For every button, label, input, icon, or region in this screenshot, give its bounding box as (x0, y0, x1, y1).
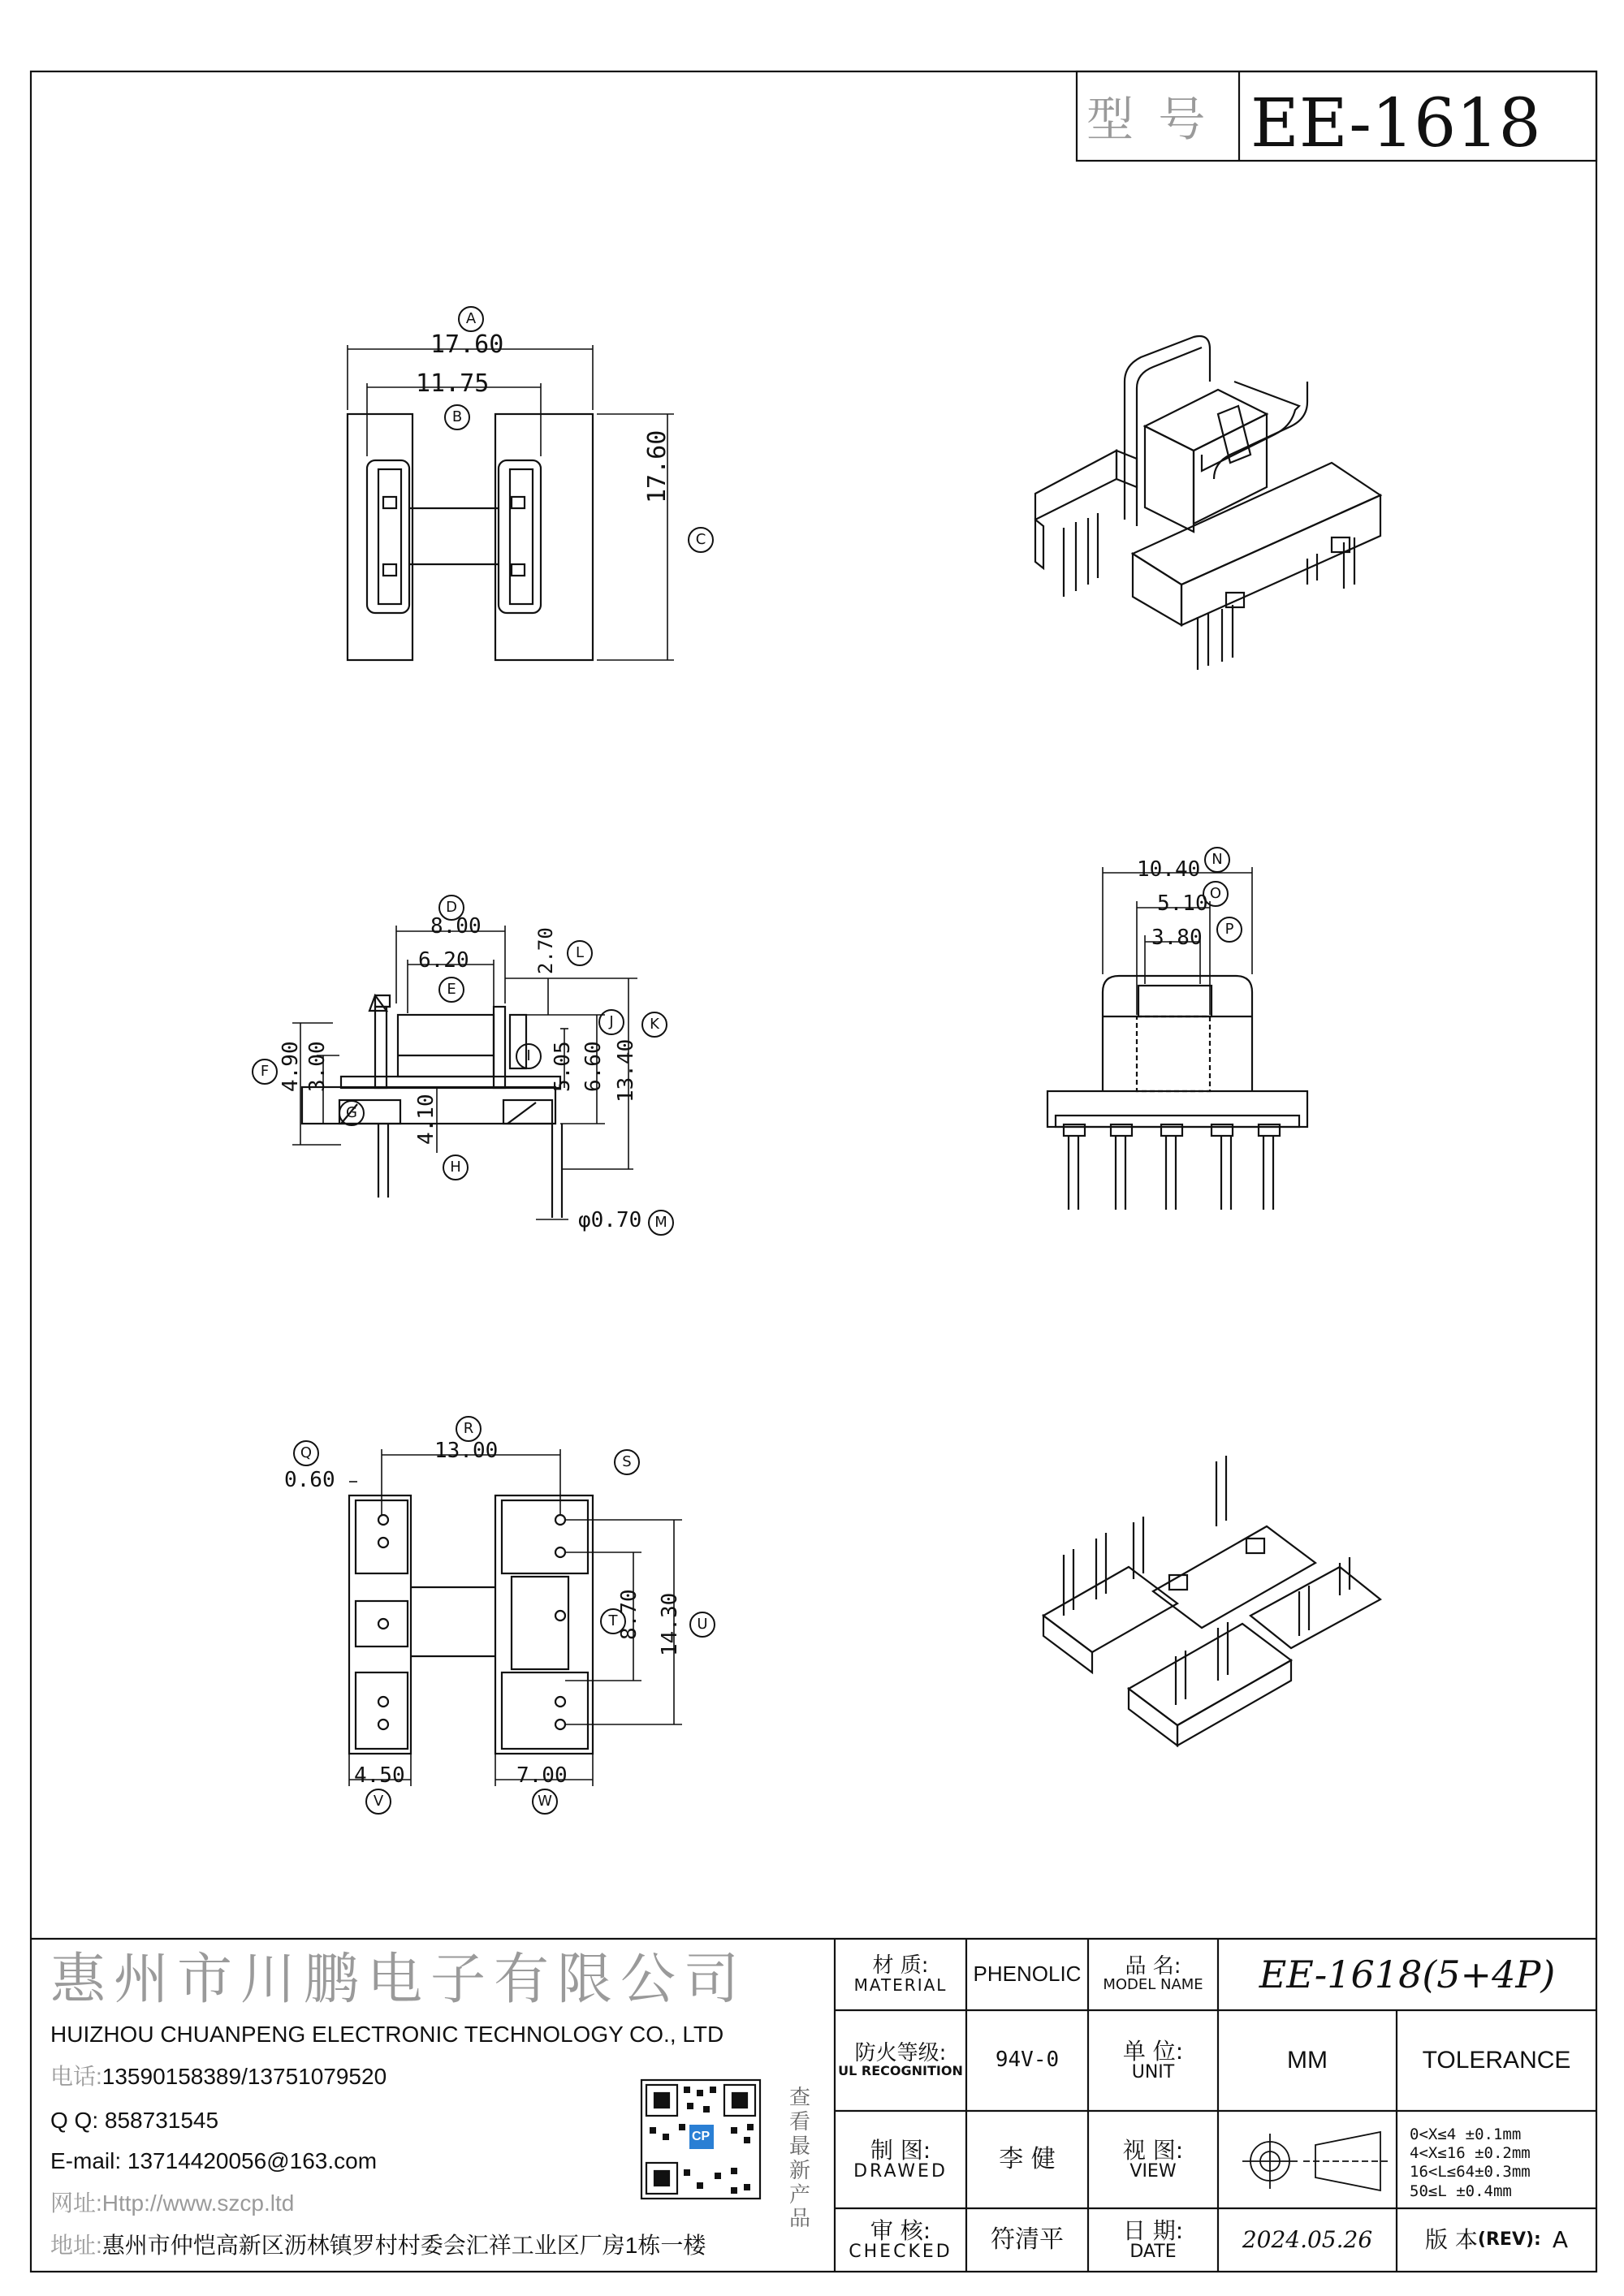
dimension-marker-u: U (689, 1612, 715, 1638)
dim-p: 3.80 (1151, 926, 1203, 950)
dim-i: 5.05 (551, 1041, 575, 1092)
dimension-marker-k: K (641, 1012, 667, 1038)
dim-j: 6.60 (581, 1041, 606, 1092)
unit-label-en: UNIT (1131, 2062, 1175, 2083)
dimension-marker-o: O (1203, 881, 1229, 907)
material-label-cn: 材 质: (872, 1953, 929, 1978)
drawn-label-cn: 制 图: (870, 2136, 931, 2164)
material-label-en: MATERIAL (853, 1975, 948, 1996)
dim-f: 4.90 (279, 1041, 303, 1092)
checked-label-cell (835, 2208, 966, 2272)
drawn-label-cell (835, 2111, 966, 2208)
dimension-marker-p: P (1216, 917, 1242, 943)
web-value: Http://www.szcp.ltd (102, 2190, 295, 2216)
dim-v: 4.50 (354, 1763, 405, 1788)
model-name-label-cell (1088, 1939, 1218, 2010)
dimension-marker-i: I (516, 1043, 542, 1069)
dim-g: 3.00 (305, 1041, 330, 1092)
address-value: 惠州市仲恺高新区沥林镇罗村村委会汇祥工业区厂房1栋一楼 (102, 2233, 706, 2258)
view-symbol (1242, 2132, 1390, 2190)
unit-label-cn: 单 位: (1122, 2037, 1184, 2065)
rev-value: A (1552, 2226, 1568, 2254)
tolerance-row: 50≤L ±0.4mm (1410, 2182, 1512, 2200)
dim-e: 6.20 (418, 948, 469, 973)
dim-n: 10.40 (1137, 857, 1201, 882)
dim-m: φ0.70 (578, 1208, 642, 1232)
dimension-marker-b: B (444, 404, 470, 430)
dimension-marker-q: Q (293, 1440, 319, 1466)
model-value: EE-1618 (1250, 85, 1541, 162)
dim-r: 13.00 (434, 1439, 499, 1463)
view-label-cell (1088, 2111, 1218, 2208)
view-label-en: VIEW (1129, 2161, 1177, 2182)
rev-label: 版 本 (1425, 2226, 1478, 2254)
qq-value: 858731545 (104, 2108, 219, 2133)
dim-l: 2.70 (534, 927, 557, 974)
dimension-marker-s: S (614, 1449, 640, 1475)
dim-c: 17.60 (643, 429, 672, 503)
dimension-marker-m: M (648, 1210, 674, 1236)
dim-u: 14.30 (658, 1592, 682, 1656)
dim-b: 11.75 (416, 369, 490, 398)
rating-value: 94V-0 (995, 2048, 1060, 2073)
dimension-marker-e: E (438, 977, 464, 1003)
date-value: 2024.05.26 (1242, 2226, 1373, 2254)
dim-d: 8.00 (430, 914, 482, 939)
dimension-marker-v: V (365, 1789, 391, 1815)
model-name-value: EE-1618(5+4P) (1259, 1952, 1556, 1996)
phone-value: 13590158389/13751079520 (102, 2064, 387, 2089)
address-label: 地址: (50, 2233, 102, 2258)
email-label: E-mail: (50, 2148, 122, 2173)
dimension-marker-c: C (688, 527, 714, 553)
drawn-label-en: DRAWED (853, 2161, 948, 2182)
phone-label: 电话: (50, 2064, 102, 2089)
checked-value: 符清平 (991, 2225, 1064, 2255)
dim-w: 7.00 (516, 1763, 568, 1788)
web-label: 网址: (50, 2190, 102, 2216)
checked-label-en: CHECKED (849, 2242, 952, 2263)
dimension-marker-w: W (532, 1789, 558, 1815)
dim-a: 17.60 (430, 330, 504, 359)
email-value: 13714420056@163.com (127, 2148, 378, 2173)
tolerance-row: 4<X≤16 ±0.2mm (1410, 2144, 1531, 2163)
dim-t: 8.70 (617, 1589, 641, 1640)
unit-value: MM (1287, 2047, 1328, 2074)
tolerance-table (1410, 2126, 1531, 2201)
qr-logo: CP (692, 2130, 710, 2143)
dimension-marker-a: A (458, 306, 484, 332)
dim-o: 5.10 (1157, 891, 1208, 916)
rating-label-cn: 防火等级: (854, 2040, 947, 2065)
date-label-en: DATE (1129, 2242, 1177, 2263)
view-label-cn: 视 图: (1122, 2136, 1184, 2164)
model-label: 型 号 (1086, 92, 1211, 147)
dimension-marker-d: D (438, 895, 464, 921)
dimension-marker-l: L (567, 940, 593, 966)
dimension-marker-g: G (339, 1100, 365, 1126)
rev-label-en: (REV): (1477, 2229, 1541, 2251)
dimension-marker-r: R (456, 1416, 482, 1442)
model-name-label-cn: 品 名: (1125, 1953, 1181, 1979)
company-name-cn: 惠州市川鹏电子有限公司 (50, 1948, 748, 2012)
checked-label-cn: 审 核: (870, 2216, 931, 2244)
dimension-marker-f: F (252, 1059, 278, 1085)
front-view (1047, 867, 1307, 1210)
date-label-cn: 日 期: (1122, 2216, 1184, 2244)
dimension-marker-j: J (598, 1009, 624, 1035)
tolerance-row: 16<L≤64±0.3mm (1410, 2163, 1531, 2182)
date-label-cell (1088, 2208, 1218, 2272)
rev-cell (1397, 2208, 1596, 2272)
model-name-label-en: MODEL NAME (1103, 1976, 1203, 1994)
rating-label-en: UL RECOGNITION (838, 2063, 963, 2079)
company-name-en: HUIZHOU CHUANPENG ELECTRONIC TECHNOLOGY CO., LTD (50, 2022, 724, 2047)
dimension-marker-h: H (443, 1154, 469, 1180)
qr-caption: 查看最新产品 (789, 2086, 811, 2232)
dim-q: 0.60 (284, 1468, 335, 1492)
tolerance-label: TOLERANCE (1422, 2047, 1571, 2074)
iso-view-top (1035, 336, 1380, 670)
iso-view-bottom (1043, 1456, 1380, 1746)
dimension-marker-t: T (600, 1608, 626, 1634)
rating-label-cell (835, 2010, 966, 2111)
material-label-cell (835, 1939, 966, 2010)
qq-label: Q Q: (50, 2108, 99, 2133)
dimension-marker-n: N (1204, 847, 1230, 873)
dim-k: 13.40 (614, 1038, 638, 1103)
unit-label-cell (1088, 2010, 1218, 2111)
top-view (348, 345, 674, 660)
drawn-value: 李 健 (999, 2145, 1056, 2174)
tolerance-row: 0<X≤4 ±0.1mm (1410, 2126, 1522, 2143)
material-value: PHENOLIC (973, 1962, 1082, 1987)
dim-h: 4.10 (414, 1094, 438, 1145)
